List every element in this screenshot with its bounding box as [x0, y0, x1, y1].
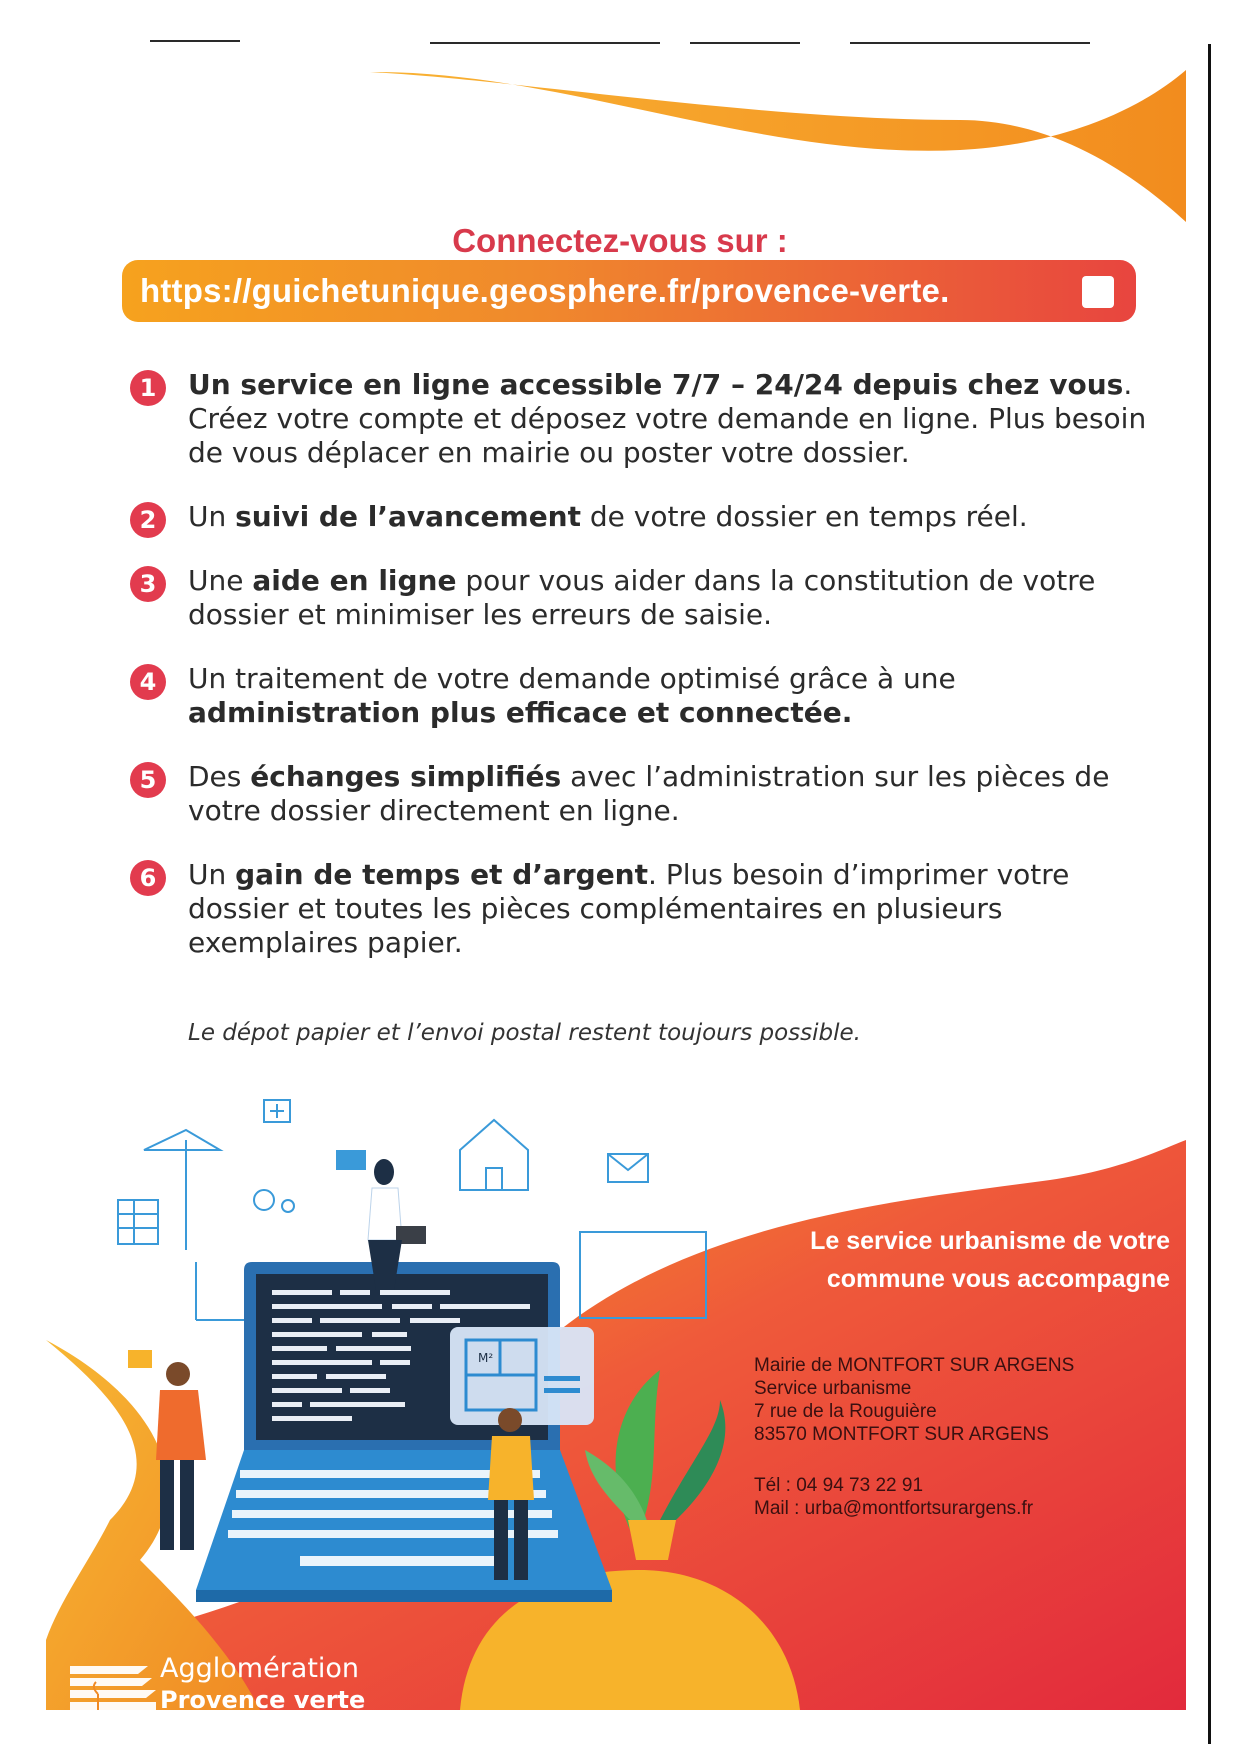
paper-submission-note: Le dépot papier et l’envoi postal restent toujours possible.	[188, 1020, 861, 1046]
laptop-illustration	[196, 1262, 612, 1602]
service-panel-title: Le service urbanisme de votre commune vous accompagne	[810, 1227, 1170, 1293]
feature-item-6: 6 Un gain de temps et d’argent. Plus besoin d’imprimer votre dossier et toutes les pièces complémentaires en plusieurs exemplaires papier.	[130, 858, 1160, 960]
url-banner[interactable]	[122, 260, 1136, 322]
house-icon	[460, 1120, 528, 1190]
phone-number[interactable]: Tél : 04 94 73 22 91	[754, 1475, 924, 1496]
number-badge: 2	[130, 502, 166, 538]
provence-verte-logo-icon	[68, 1652, 158, 1712]
chat-bubble-icon	[336, 1150, 366, 1170]
mairie-address: Mairie de MONTFORT SUR ARGENS Service urbanisme 7 rue de la Rouguière 83570 MONTFORT SUR ARGENS	[754, 1355, 1075, 1445]
redaction-mark	[1082, 276, 1114, 308]
gear-icon	[254, 1190, 274, 1210]
logo-text-provence-verte: Provence verte	[160, 1686, 366, 1714]
portal-url-link[interactable]: https://guichetunique.geosphere.fr/provence-verte.	[140, 272, 950, 309]
logo-text-agglomeration: Agglomération	[160, 1653, 360, 1684]
chat-bubble-icon	[128, 1350, 152, 1368]
svg-text:M²: M²	[478, 1351, 494, 1365]
email-link[interactable]: Mail : urba@montfortsurargens.fr	[754, 1498, 1034, 1519]
number-badge: 6	[130, 860, 166, 896]
contact-info	[754, 1474, 1033, 1520]
feature-item-3: 3 Une aide en ligne pour vous aider dans la constitution de votre dossier et minimiser les erreurs de saisie.	[130, 564, 1160, 632]
top-wave-decoration	[0, 0, 1240, 240]
number-badge: 5	[130, 762, 166, 798]
number-badge: 1	[130, 370, 166, 406]
floor-plan-card	[450, 1327, 594, 1425]
feature-list	[130, 368, 1160, 990]
building-icon	[118, 1200, 158, 1244]
connect-title: Connectez-vous sur :	[452, 222, 788, 259]
feature-item-5: 5 Des échanges simplifiés avec l’administration sur les pièces de votre dossier directement en ligne.	[130, 760, 1160, 828]
man-left-figure	[156, 1362, 206, 1550]
feature-item-1: 1 Un service en ligne accessible 7/7 – 24/24 depuis chez vous. Créez votre compte et déposez votre demande en ligne. Plus besoin de vous déplacer en mairie ou poster votre dossier.	[130, 368, 1160, 470]
number-badge: 3	[130, 566, 166, 602]
feature-item-2: 2 Un suivi de l’avancement de votre dossier en temps réel.	[130, 500, 1160, 534]
number-badge: 4	[130, 664, 166, 700]
feature-item-4: 4 Un traitement de votre demande optimisé grâce à une administration plus efficace et connectée.	[130, 662, 1160, 730]
